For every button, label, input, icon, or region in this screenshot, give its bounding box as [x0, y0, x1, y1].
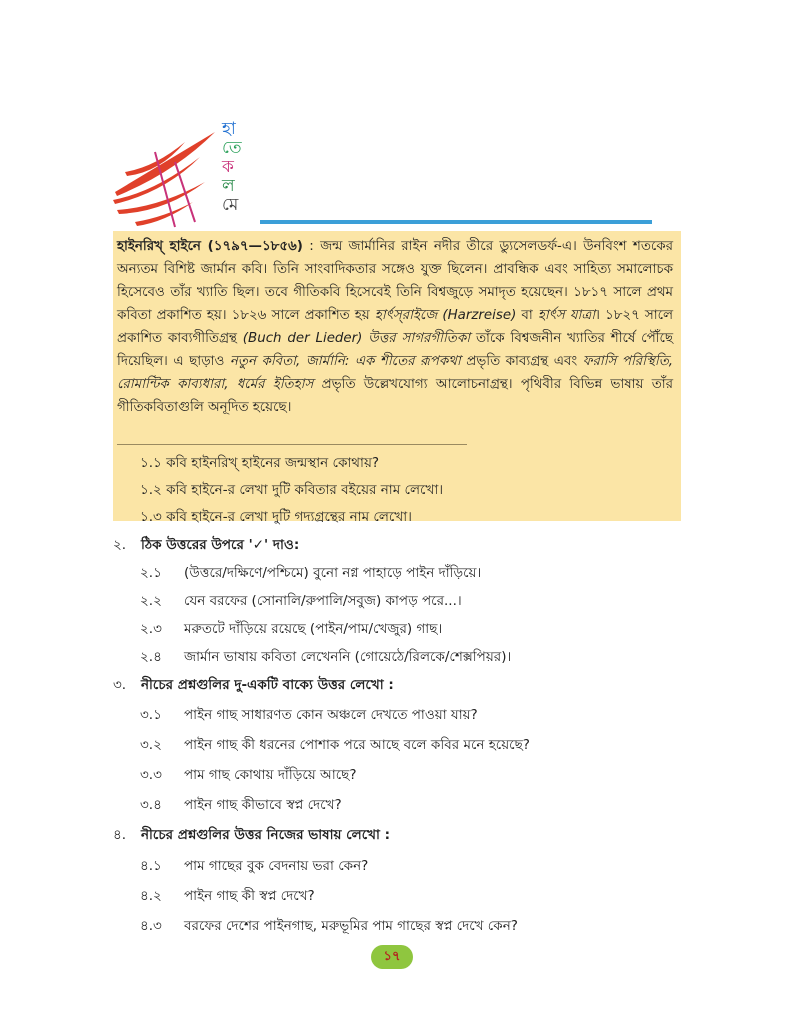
section-heading-3 — [113, 674, 394, 697]
question-text: পাম গাছের বুক বেদনায় ভরা কেন? — [184, 858, 369, 874]
section-heading-text: নীচের প্রশ্নগুলির উত্তর নিজের ভাষায় লেখো : — [141, 827, 391, 843]
question-item: ১.৩ কবি হাইনে-র লেখা দুটি গদ্যগ্রন্থের নাম লেখো। — [140, 509, 412, 525]
title-letter: হা — [222, 119, 236, 139]
bio-text: প্রভৃতি কাব্যগ্রন্থ এবং — [460, 354, 583, 369]
question-text: জার্মান ভাষায় কবিতা লেখেননি (গোয়েঠে/রিলকে/শেক্সপিয়র)। — [184, 649, 512, 665]
header-rule — [260, 220, 652, 224]
title-letter: ক — [222, 157, 234, 177]
section-number: ৪. — [113, 827, 127, 843]
page-number: ১৭ — [371, 945, 413, 969]
bio-text: । ১৮২৭ সালে প্রকাশিত কাব্যগীতিগ্রন্থ — [117, 308, 673, 346]
question-number: ৩.৩ — [140, 767, 162, 783]
bio-italic: হার্ৎস্‌রাইজে (Harzreise) — [374, 308, 517, 323]
question-text: পাম গাছ কোথায় দাঁড়িয়ে আছে? — [184, 767, 357, 783]
bio-text: প্রভৃতি উল্লেখযোগ্য আলোচনাগ্রন্থ। পৃথিবীর বিভিন্ন ভাষায় তাঁর গীতিকবিতাগুলি অনূদিত হয়েছে। — [117, 377, 673, 415]
vertical-section-title — [222, 120, 252, 215]
question-number: ২.৩ — [140, 621, 162, 637]
bio-italic: নতুন কবিতা, জার্মানি: এক শীতের রূপকথা — [229, 354, 461, 369]
bio-text: তাঁকে বিশ্বজনীন খ্যাতির শীর্ষে পৌঁছে দিয়েছিল। এ ছাড়াও — [117, 331, 673, 369]
question-text: পাইন গাছ কী ধরনের পোশাক পরে আছে বলে কবির মনে হয়েছে? — [184, 737, 530, 753]
biography-text — [117, 235, 673, 419]
question-number: ২.২ — [140, 593, 162, 609]
bio-italic: ফরাসি পরিস্থিতি, রোমান্টিক কাব্যধারা, ধর্মের ইতিহাস — [117, 354, 674, 392]
question-text: বরফের দেশের পাইনগাছ, মরুভূমির পাম গাছের স্বপ্ন দেখে কেন? — [184, 918, 518, 934]
question-text: পাইন গাছ কীভাবে স্বপ্ন দেখে? — [184, 797, 342, 813]
question-text: মরুতটে দাঁড়িয়ে রয়েছে (পাইন/পাম/খেজুর) গাছ। — [184, 621, 443, 637]
title-letter: তে — [222, 138, 242, 158]
section-heading-2 — [113, 534, 299, 557]
question-number: ২.১ — [140, 565, 162, 581]
bio-italic: (Buch der Lieder) উত্তর সাগরগীতিকা — [242, 331, 471, 346]
section-heading-4 — [113, 824, 390, 847]
section-heading-text: ঠিক উত্তরের উপরে '✓' দাও: — [141, 537, 300, 553]
bio-text: : জন্ম জার্মানির রাইন নদীর তীরে ড্যুসেলডর্ফ-এ। উনবিংশ শতকের অন্যতম বিশিষ্ট জার্মান কবি। তিনি সাংবাদিকতার সঙ্গেও যুক্ত ছিলেন। প্রাবন্ধিক এবং সাহিত্য সমালোচক হিসেবেও তাঁর খ্যাতি ছিল। তবে গীতিকবি হিসেবেই তিনি বিশ্বজুড়ে সমাদৃত হয়েছেন। ১৮১৭ সালে প্রথম কবিতা প্রকাশিত হয়। ১৮২৬ সালে প্রকাশিত হয় — [117, 239, 673, 323]
question-text: পাইন গাছ কী স্বপ্ন দেখে? — [184, 888, 315, 904]
section-number: ২. — [113, 537, 127, 553]
bio-text: বা — [516, 308, 538, 323]
question-text: যেন বরফের (সোনালি/রুপালি/সবুজ) কাপড় পরে...। — [184, 593, 462, 609]
section-heading-text: নীচের প্রশ্নগুলির দু-একটি বাক্যে উত্তর লেখো : — [141, 677, 394, 693]
section-number: ৩. — [113, 677, 127, 693]
question-item: ১.১ কবি হাইনরিখ্ হাইনের জন্মস্থান কোথায়? — [140, 455, 380, 471]
question-text: (উত্তরে/দক্ষিণে/পশ্চিমে) বুনো নগ্ন পাহাড়ে পাইন দাঁড়িয়ে। — [184, 565, 482, 581]
question-number: ৩.২ — [140, 737, 162, 753]
bio-italic: হার্ৎস যাত্রা — [537, 308, 596, 323]
title-letter: ল — [222, 176, 235, 196]
question-item: ১.২ কবি হাইনে-র লেখা দুটি কবিতার বইয়ের নাম লেখো। — [140, 482, 444, 498]
question-number: ৪.৩ — [140, 918, 162, 934]
divider — [117, 444, 467, 445]
title-letter: মে — [222, 195, 239, 215]
question-number: ৪.২ — [140, 888, 162, 904]
question-number: ৩.১ — [140, 707, 162, 723]
question-text: পাইন গাছ সাধারণত কোন অঞ্চলে দেখতে পাওয়া যায়? — [184, 707, 478, 723]
bamboo-leaf-logo-icon — [105, 122, 225, 232]
poet-name: হাইনরিখ্ হাইনে (১৭৯৭—১৮৫৬) — [117, 239, 303, 254]
question-number: ২.৪ — [140, 649, 162, 665]
question-number: ৩.৪ — [140, 797, 162, 813]
question-number: ৪.১ — [140, 858, 162, 874]
